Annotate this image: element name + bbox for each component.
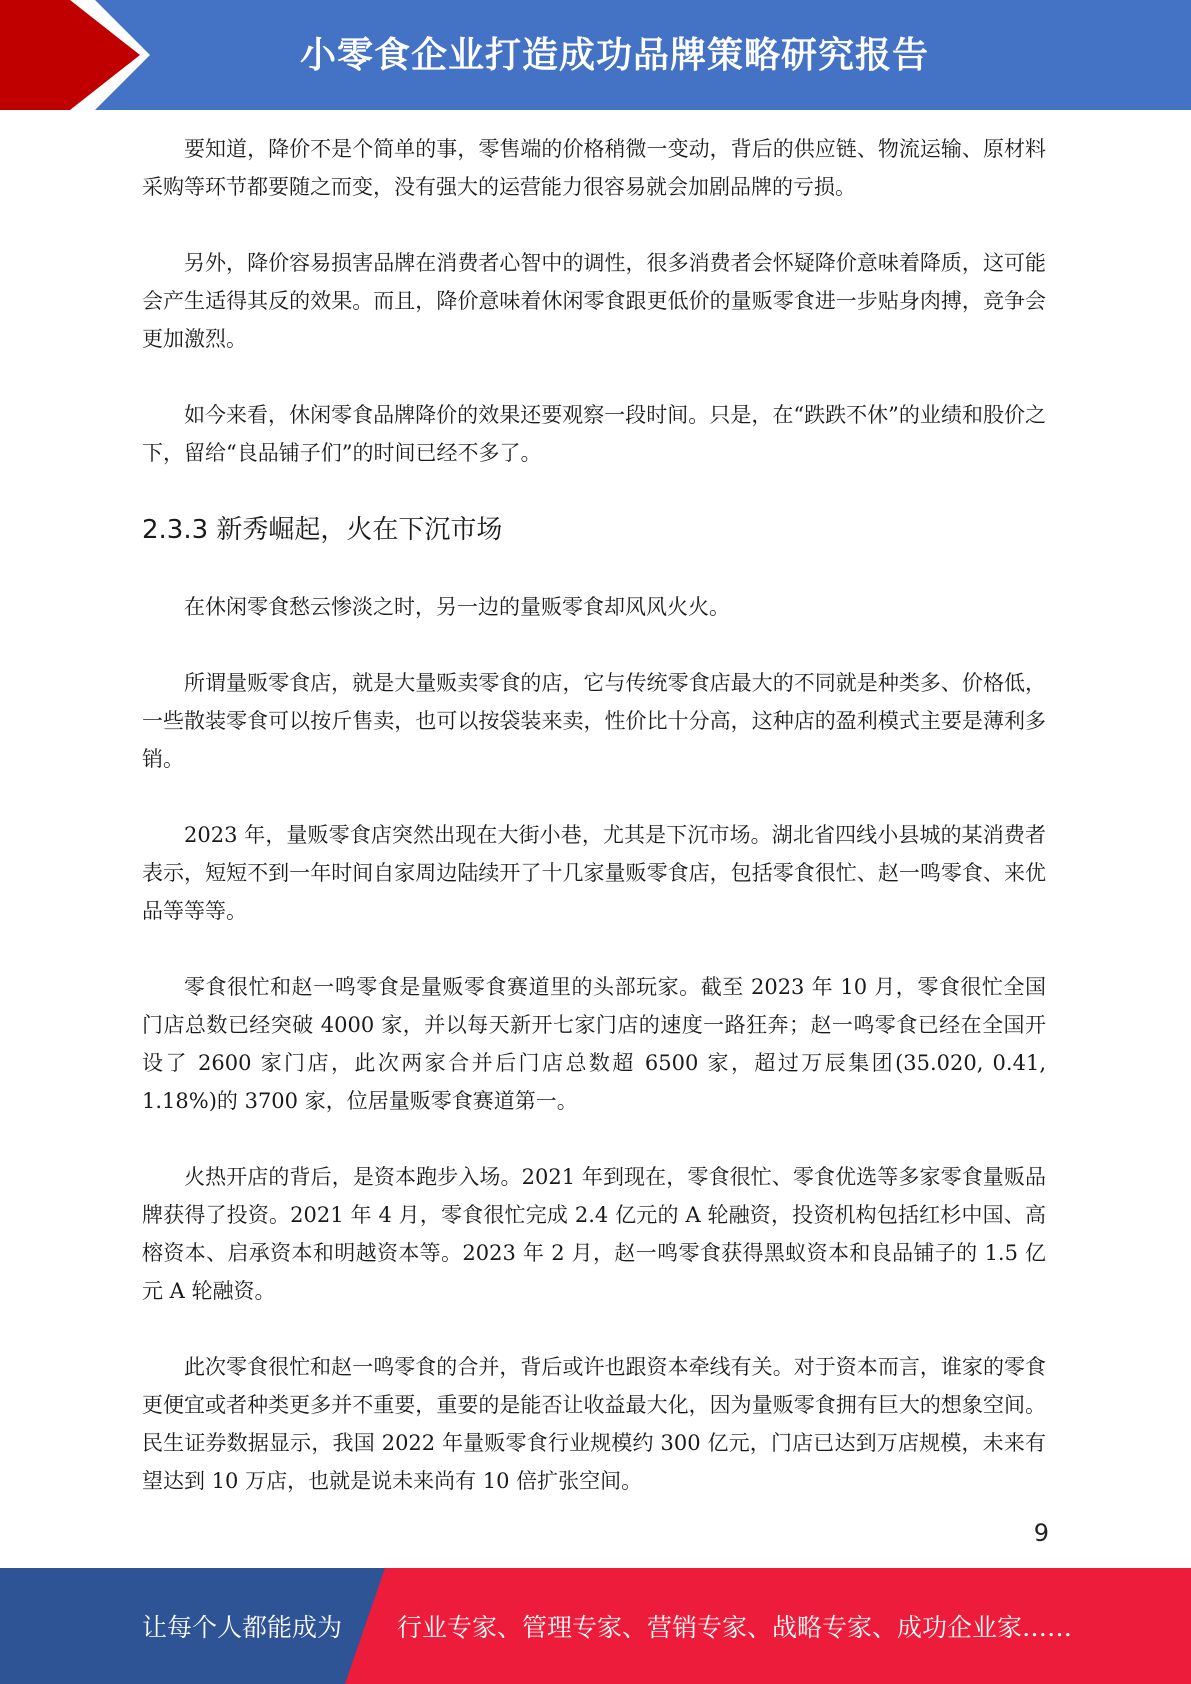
body-paragraph: 火热开店的背后，是资本跑步入场。2021 年到现在，零食很忙、零食优选等多家零食量贩品牌获得了投资。2021 年 4 月，零食很忙完成 2.4 亿元的 A 轮融资，投资机构包括红杉中国、高榕资本、启承资本和明越资本等。2023 年 2 月，赵一鸣零食获得黑蚁资本和良品铺子的 1.5 亿元 A 轮融资。 <box>142 1165 1046 1303</box>
footer-slogan-left: 让每个人都能成为 <box>142 1613 343 1642</box>
header-chevron-arrow <box>0 0 140 110</box>
body-paragraph: 如今来看，休闲零食品牌降价的效果还要观察一段时间。只是，在“跌跌不休”的业绩和股价之下，留给“良品铺子们”的时间已经不多了。 <box>142 403 1046 465</box>
footer-slogan-right: 行业专家、管理专家、营销专家、战略专家、成功企业家…… <box>397 1613 1073 1642</box>
section-heading: 2.3.3 新秀崛起，火在下沉市场 <box>142 515 503 545</box>
body-paragraph: 要知道，降价不是个简单的事，零售端的价格稍微一变动，背后的供应链、物流运输、原材料采购等环节都要随之而变，没有强大的运营能力很容易就会加剧品牌的亏损。 <box>142 137 1046 199</box>
page-header <box>0 0 1191 110</box>
page-footer <box>0 1568 1191 1684</box>
report-body <box>142 130 1046 1538</box>
body-paragraph: 零食很忙和赵一鸣零食是量贩零食赛道里的头部玩家。截至 2023 年 10 月，零食很忙全国门店总数已经突破 4000 家，并以每天新开七家门店的速度一路狂奔；赵一鸣零食已经在全国开设了 2600 家门店，此次两家合并后门店总数超 6500 家，超过万辰集团(35.020, 0.41, 1.18%)的 3700 家，位居量贩零食赛道第一。 <box>142 975 1046 1113</box>
body-paragraph: 所谓量贩零食店，就是大量贩卖零食的店，它与传统零食店最大的不同就是种类多、价格低，一些散装零食可以按斤售卖，也可以按袋装来卖，性价比十分高，这种店的盈利模式主要是薄利多销。 <box>142 671 1046 771</box>
body-paragraph: 另外，降价容易损害品牌在消费者心智中的调性，很多消费者会怀疑降价意味着降质，这可能会产生适得其反的效果。而且，降价意味着休闲零食跟更低价的量贩零食进一步贴身肉搏，竞争会更加激烈。 <box>142 251 1046 351</box>
body-paragraph: 此次零食很忙和赵一鸣零食的合并，背后或许也跟资本牵线有关。对于资本而言，谁家的零食更便宜或者种类更多并不重要，重要的是能否让收益最大化，因为量贩零食拥有巨大的想象空间。民生证券数据显示，我国 2022 年量贩零食行业规模约 300 亿元，门店已达到万店规模，未来有望达到 10 万店，也就是说未来尚有 10 倍扩张空间。 <box>142 1355 1046 1493</box>
body-paragraph: 2023 年，量贩零食店突然出现在大街小巷，尤其是下沉市场。湖北省四线小县城的某消费者表示，短短不到一年时间自家周边陆续开了十几家量贩零食店，包括零食很忙、赵一鸣零食、来优品等等等。 <box>142 823 1046 923</box>
page-number: 9 <box>1033 1519 1049 1547</box>
report-title: 小零食企业打造成功品牌策略研究报告 <box>300 35 930 76</box>
body-paragraph: 在休闲零食愁云惨淡之时，另一边的量贩零食却风风火火。 <box>184 595 730 619</box>
